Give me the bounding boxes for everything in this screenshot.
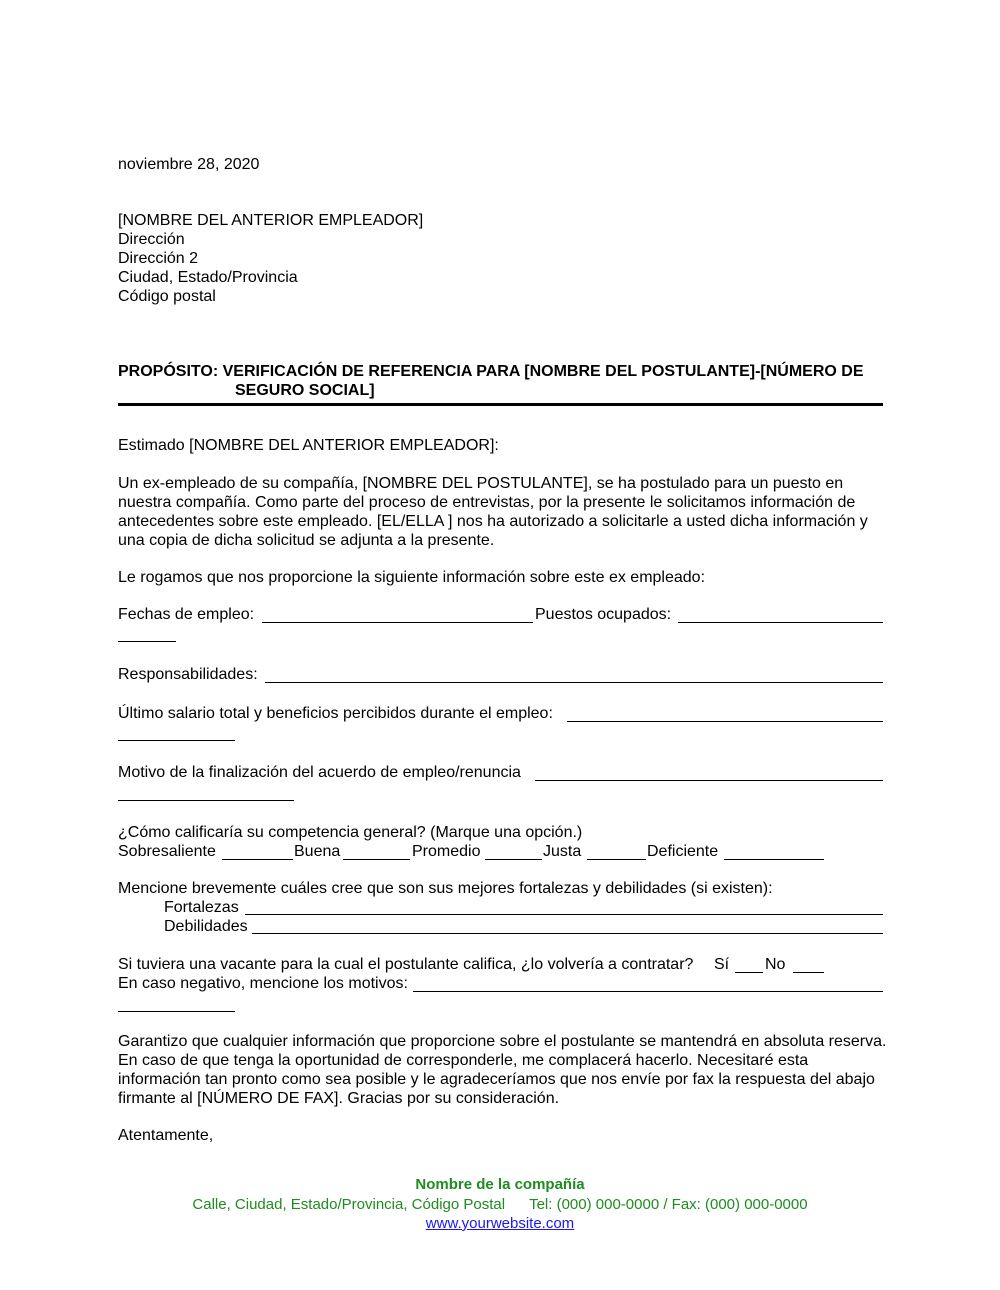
weaknesses-field[interactable] (252, 933, 883, 934)
closing-paragraph: Garantizo que cualquier información que proporcione sobre el postulante se mantendrá en absoluta reserva. En caso de que tenga la oportunidad de corresponderle, me complacerá hacerlo. Necesitaré esta información tan pronto como sea posible y le agradeceríamos que nos envíe por fax la respuesta del abajo firmante al [NÚMERO DE FAX]. Gracias por su consideración. (118, 1033, 887, 1107)
footer-phone-fax: Tel: (000) 000-0000 / Fax: (000) 000-0000 (529, 1196, 808, 1213)
recipient-address-line1: Dirección (118, 231, 185, 248)
termination-field[interactable] (535, 780, 883, 781)
weaknesses-label: Debilidades (164, 918, 248, 935)
footer-company-name: Nombre de la compañía (415, 1176, 585, 1193)
responsibilities-field[interactable] (265, 682, 883, 683)
subject-line-2: SEGURO SOCIAL] (235, 382, 375, 399)
strengths-field[interactable] (245, 914, 883, 915)
rehire-reasons-field-continued[interactable] (118, 1011, 235, 1012)
signoff: Atentamente, (118, 1127, 214, 1144)
intro-paragraph: Un ex-empleado de su compañía, [NOMBRE DEL POSTULANTE], se ha postulado para un puesto en nuestra compañía. Como parte del proceso de entrevistas, por la presente le solicitamos información de antecedentes sobre este empleado. [EL/ELLA ] nos ha autorizado a solicitarle a usted dicha información y una copia de dicha solicitud se adjunta a la presente. (118, 475, 868, 549)
responsibilities-label: Responsabilidades: (118, 666, 258, 683)
rehire-reasons-label: En caso negativo, mencione los motivos: (118, 975, 408, 992)
salary-field[interactable] (567, 721, 883, 722)
rating-question: ¿Cómo calificaría su competencia general? (Marque una opción.) (118, 824, 583, 841)
rehire-yes-label: Sí (714, 956, 730, 973)
positions-field-continued[interactable] (118, 641, 176, 642)
letter-date: noviembre 28, 2020 (118, 156, 260, 173)
rating-good-field[interactable] (343, 859, 410, 860)
positions-label: Puestos ocupados: (535, 606, 672, 623)
subject-line-1: PROPÓSITO: VERIFICACIÓN DE REFERENCIA PARA [NOMBRE DEL POSTULANTE]-[NÚMERO DE (118, 363, 864, 380)
request-line: Le rogamos que nos proporcione la siguiente información sobre este ex empleado: (118, 569, 706, 586)
recipient-city: Ciudad, Estado/Provincia (118, 269, 298, 286)
recipient-postal: Código postal (118, 288, 216, 305)
strengths-question: Mencione brevemente cuáles cree que son sus mejores fortalezas y debilidades (si existen): (118, 880, 773, 897)
rehire-question: Si tuviera una vacante para la cual el postulante califica, ¿lo volvería a contratar? (118, 956, 694, 973)
salary-label: Último salario total y beneficios percibidos durante el empleo: (118, 705, 553, 722)
footer-website-link[interactable]: www.yourwebsite.com (425, 1215, 575, 1232)
rehire-no-label: No (765, 956, 786, 973)
positions-field[interactable] (678, 622, 883, 623)
termination-field-continued[interactable] (118, 800, 294, 801)
rating-fair-field[interactable] (587, 859, 646, 860)
footer-website-row (0, 1214, 1000, 1233)
rating-option-poor: Deficiente (647, 843, 719, 860)
rating-average-field[interactable] (485, 859, 542, 860)
footer-address: Calle, Ciudad, Estado/Provincia, Código Postal (192, 1196, 506, 1213)
rating-option-average: Promedio (412, 843, 481, 860)
rehire-yes-field[interactable] (735, 972, 763, 973)
footer-contact (0, 1195, 1000, 1214)
rehire-reasons-field[interactable] (413, 991, 883, 992)
rating-option-good: Buena (294, 843, 341, 860)
recipient-address-line2: Dirección 2 (118, 250, 199, 267)
rehire-no-field[interactable] (793, 972, 824, 973)
rating-option-fair: Justa (543, 843, 582, 860)
strengths-label: Fortalezas (164, 899, 239, 916)
recipient-name: [NOMBRE DEL ANTERIOR EMPLEADOR] (118, 212, 424, 229)
termination-label: Motivo de la finalización del acuerdo de empleo/renuncia (118, 764, 521, 781)
subject-divider (118, 403, 883, 406)
rating-excellent-field[interactable] (222, 859, 293, 860)
dates-field[interactable] (262, 622, 533, 623)
rating-option-excellent: Sobresaliente (118, 843, 216, 860)
rating-poor-field[interactable] (724, 859, 824, 860)
dates-label: Fechas de empleo: (118, 606, 255, 623)
salutation: Estimado [NOMBRE DEL ANTERIOR EMPLEADOR]: (118, 437, 499, 454)
salary-field-continued[interactable] (118, 740, 235, 741)
